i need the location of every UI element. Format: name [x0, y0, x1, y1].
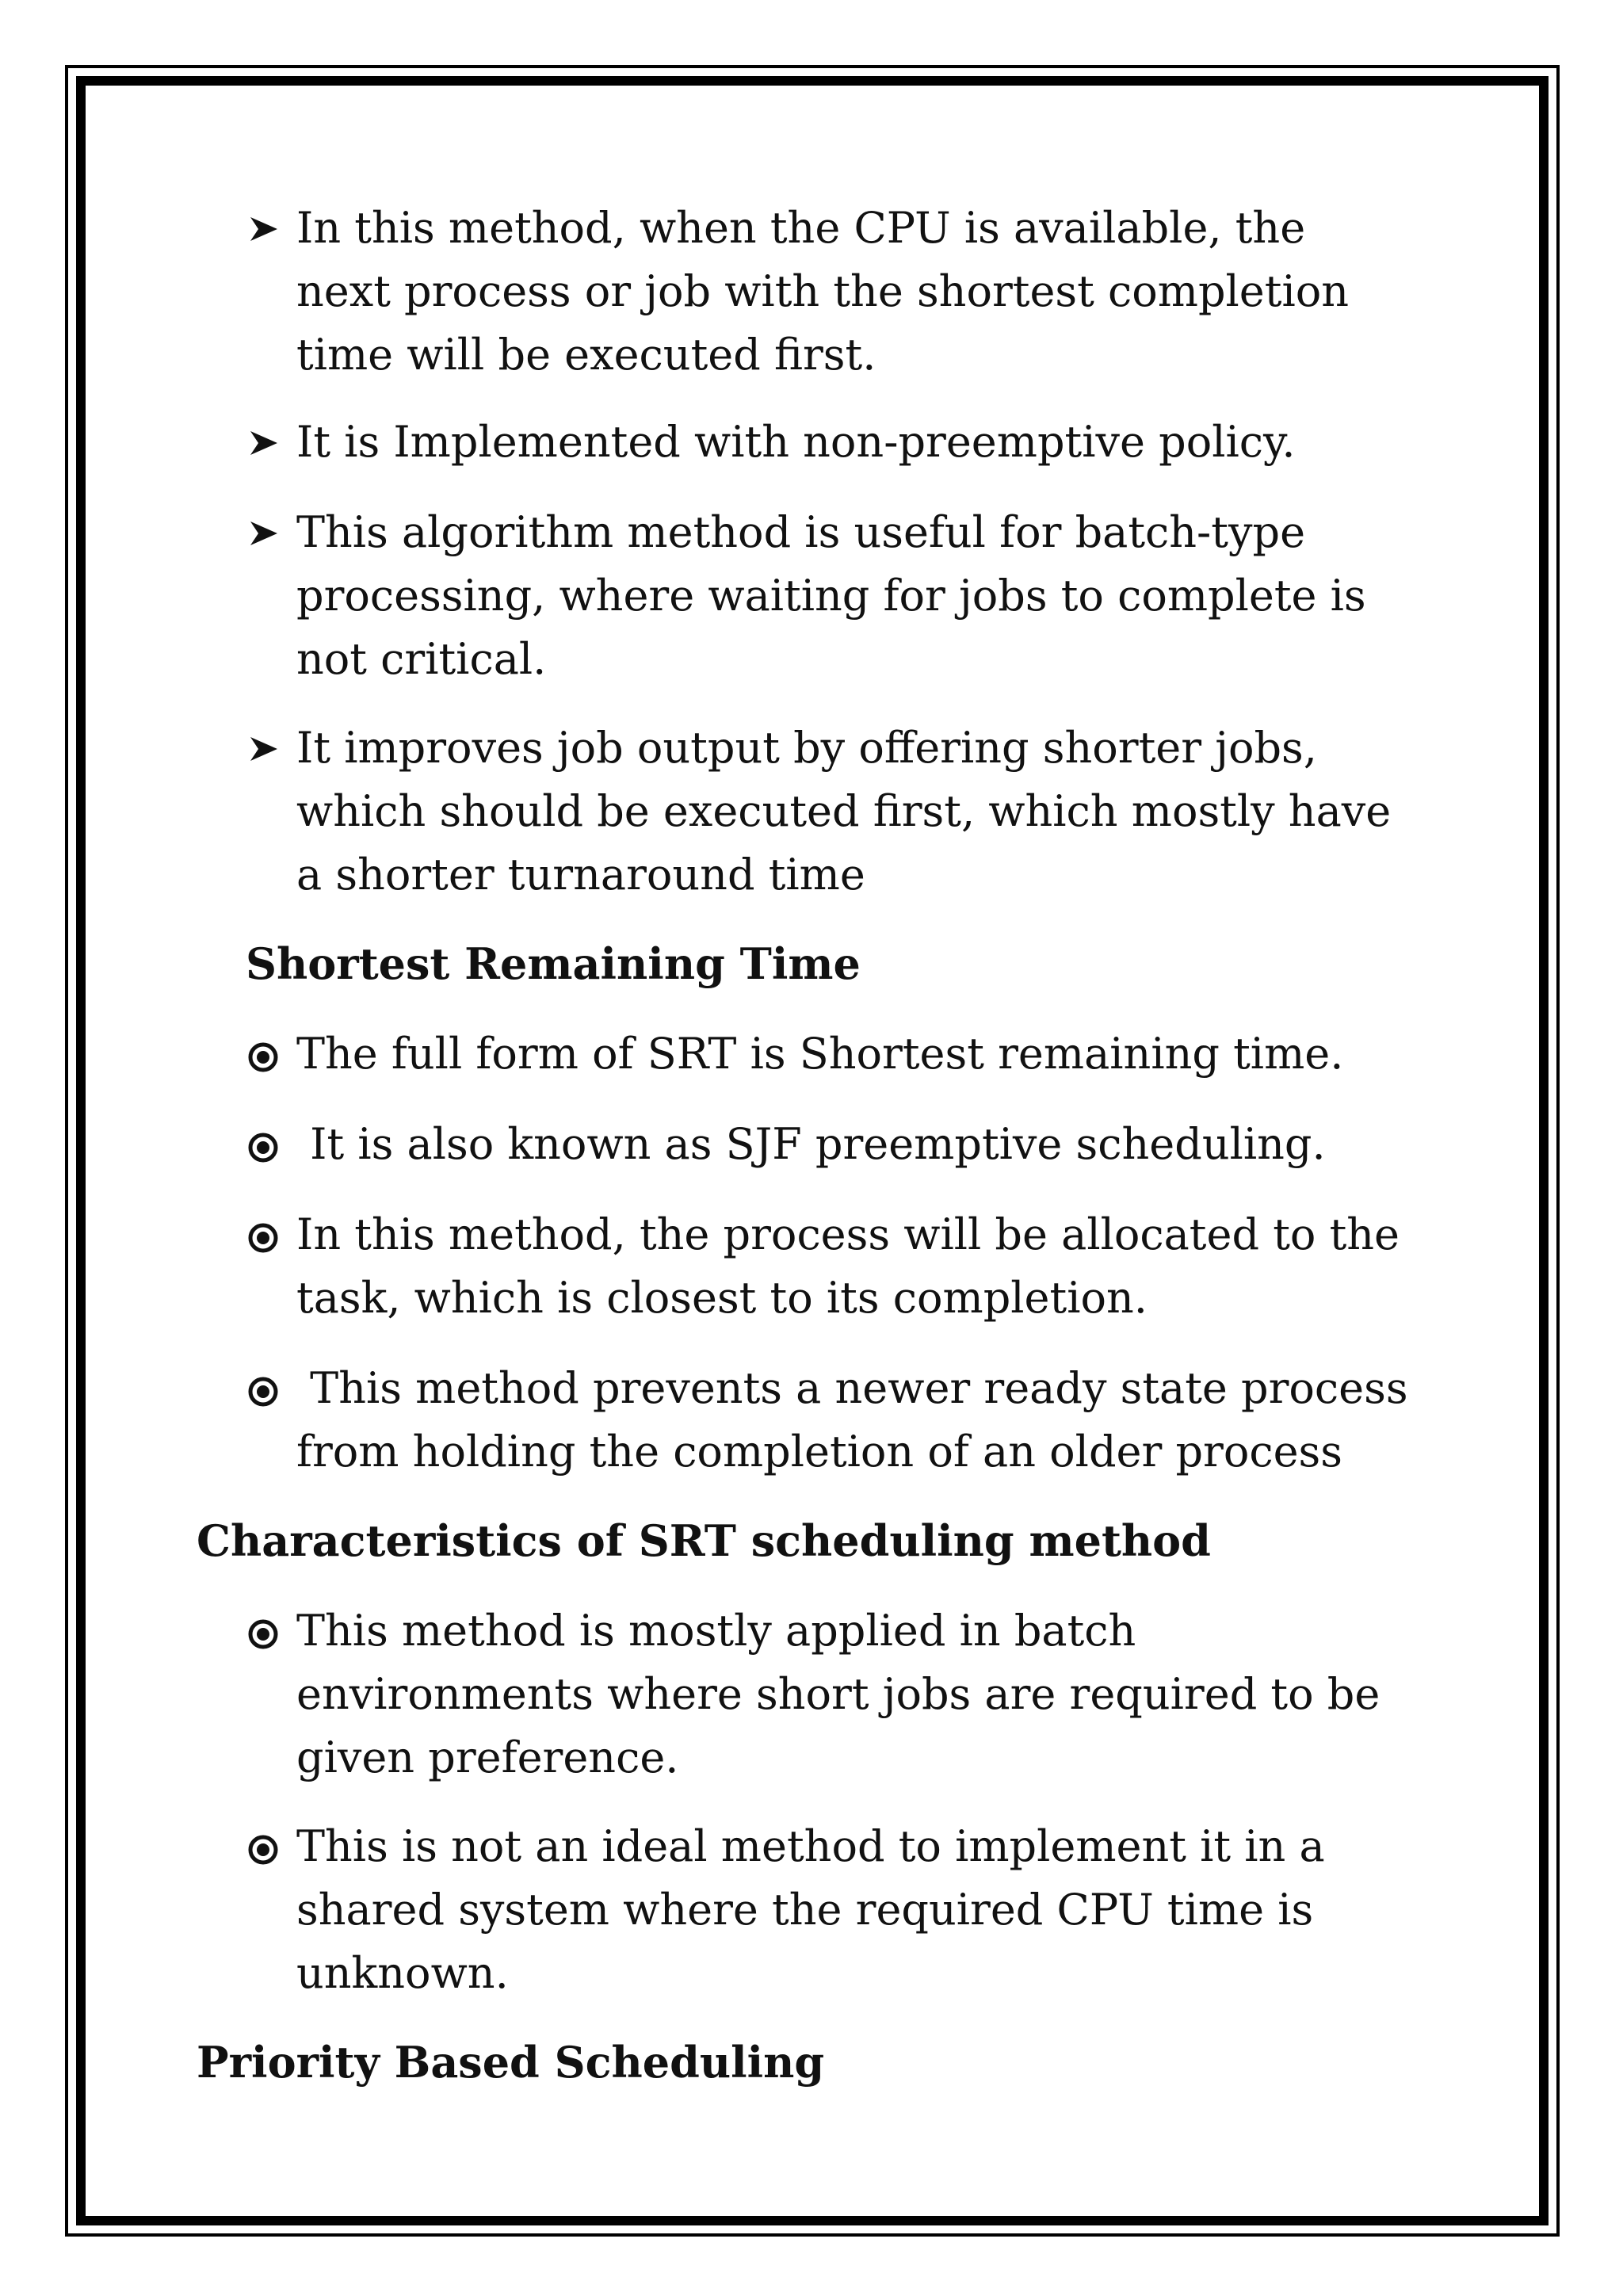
target-bullet-item	[246, 1203, 1450, 1330]
bullet-line: unknown.	[296, 1948, 509, 1998]
arrow-bullet-item	[246, 716, 1450, 907]
bullet-line: This algorithm method is useful for batch-type	[296, 507, 1306, 557]
circled-dot-bullet-icon	[246, 1022, 293, 1086]
bullet-line: processing, where waiting for jobs to complete is	[296, 571, 1366, 621]
bullet-text	[296, 1815, 1450, 2005]
target-bullet-item	[246, 1357, 1450, 1484]
bullet-line: It improves job output by offering shorter jobs,	[296, 723, 1317, 773]
bullet-text	[296, 1599, 1450, 1790]
bullet-line: It is Implemented with non-preemptive policy.	[296, 417, 1296, 467]
section-heading-priority: Priority Based Scheduling	[197, 2037, 825, 2088]
target-bullet-item	[246, 1113, 1450, 1176]
bullet-text	[296, 501, 1450, 691]
bullet-text	[296, 1113, 1450, 1176]
bullet-line: In this method, when the CPU is available, the	[296, 203, 1306, 253]
bullet-line: This method is mostly applied in batch	[296, 1606, 1136, 1656]
arrow-bullet-item	[246, 501, 1450, 691]
bullet-text	[296, 411, 1450, 474]
circled-dot-bullet-icon	[246, 1113, 293, 1176]
bullet-line: given preference.	[296, 1733, 679, 1782]
bullet-line: a shorter turnaround time	[296, 850, 865, 900]
bullet-line: next process or job with the shortest completion	[296, 266, 1350, 316]
circled-dot-bullet-icon	[246, 1357, 293, 1420]
bullet-text	[296, 1203, 1450, 1330]
bullet-line: shared system where the required CPU time is	[296, 1885, 1314, 1935]
circled-dot-bullet-icon	[246, 1203, 293, 1266]
bullet-line: which should be executed first, which mostly have	[296, 786, 1392, 836]
arrow-bullet-item	[246, 197, 1450, 387]
bullet-line: The full form of SRT is Shortest remaining time.	[296, 1029, 1344, 1079]
bullet-text	[296, 197, 1450, 387]
arrowhead-bullet-icon	[246, 411, 293, 474]
section-heading-srt: Shortest Remaining Time	[246, 938, 861, 989]
bullet-line: task, which is closest to its completion.	[296, 1273, 1148, 1323]
bullet-line: This is not an ideal method to implement it in a	[296, 1821, 1325, 1871]
circled-dot-bullet-icon	[246, 1599, 293, 1663]
bullet-line: time will be executed first.	[296, 330, 876, 380]
bullet-text	[296, 716, 1450, 907]
target-bullet-item	[246, 1022, 1450, 1086]
bullet-text	[296, 1022, 1450, 1086]
target-bullet-item	[246, 1815, 1450, 2005]
bullet-line: environments where short jobs are required to be	[296, 1669, 1381, 1719]
target-bullet-item	[246, 1599, 1450, 1790]
bullet-line: In this method, the process will be allocated to the	[296, 1209, 1400, 1259]
bullet-line: from holding the completion of an older process	[296, 1427, 1342, 1477]
arrow-bullet-item	[246, 411, 1450, 474]
circled-dot-bullet-icon	[246, 1815, 293, 1878]
arrowhead-bullet-icon	[246, 716, 293, 780]
bullet-line: This method prevents a newer ready state process	[296, 1363, 1408, 1413]
bullet-line: not critical.	[296, 634, 547, 684]
arrowhead-bullet-icon	[246, 501, 293, 564]
section-heading-characteristics: Characteristics of SRT scheduling method	[197, 1515, 1211, 1566]
bullet-line: It is also known as SJF preemptive scheduling.	[296, 1119, 1326, 1169]
bullet-text	[296, 1357, 1450, 1484]
arrowhead-bullet-icon	[246, 197, 293, 260]
